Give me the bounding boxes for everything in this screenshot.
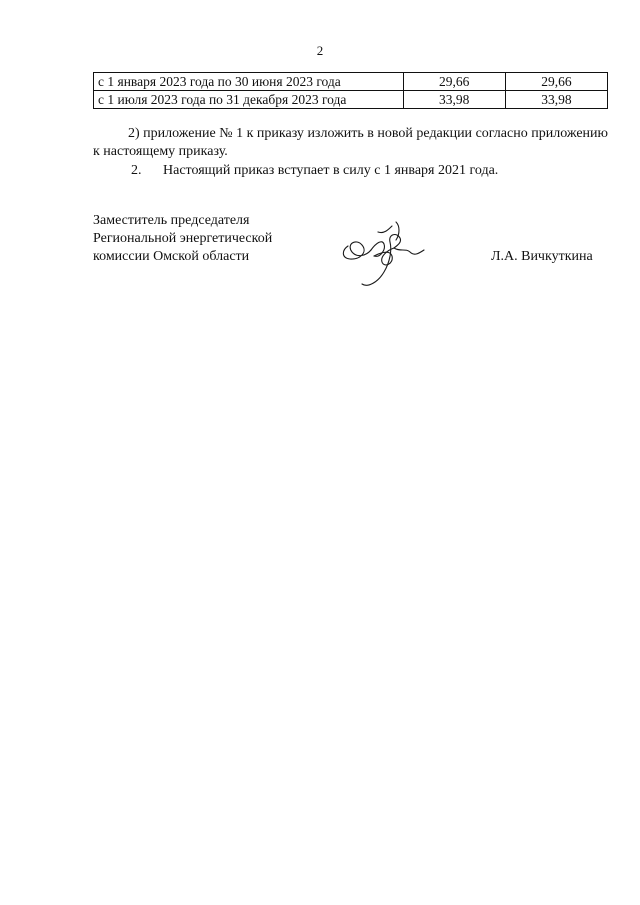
table-cell-value: 29,66 (403, 73, 505, 91)
table-cell-value: 33,98 (403, 91, 505, 109)
paragraph-effective-date (93, 162, 608, 180)
page-number: 2 (316, 43, 324, 58)
signer-name: Л.А. Вичкуткина (491, 249, 593, 264)
paragraph-text: Настоящий приказ вступает в силу с 1 января 2021 года. (163, 163, 499, 178)
table-row (94, 91, 608, 109)
signatory-title (93, 212, 272, 266)
paragraph-number: 2. (131, 163, 142, 178)
table-cell-value: 33,98 (505, 91, 607, 109)
signatory-title-line: Региональной энергетической (93, 231, 273, 246)
table-cell-period: с 1 июля 2023 года по 31 декабря 2023 года (94, 91, 404, 109)
handwritten-signature (338, 212, 428, 292)
table-cell-period: с 1 января 2023 года по 30 июня 2023 года (94, 73, 404, 91)
paragraph-amendment: 2) приложение № 1 к приказу изложить в новой редакции согласно приложению к настоящему приказу. (93, 126, 608, 159)
signatory-title-line: Заместитель председателя (93, 213, 250, 228)
signatory-title-line: комиссии Омской области (93, 249, 250, 264)
tariff-table (93, 72, 608, 109)
table-cell-value: 29,66 (505, 73, 607, 91)
table-row (94, 73, 608, 91)
